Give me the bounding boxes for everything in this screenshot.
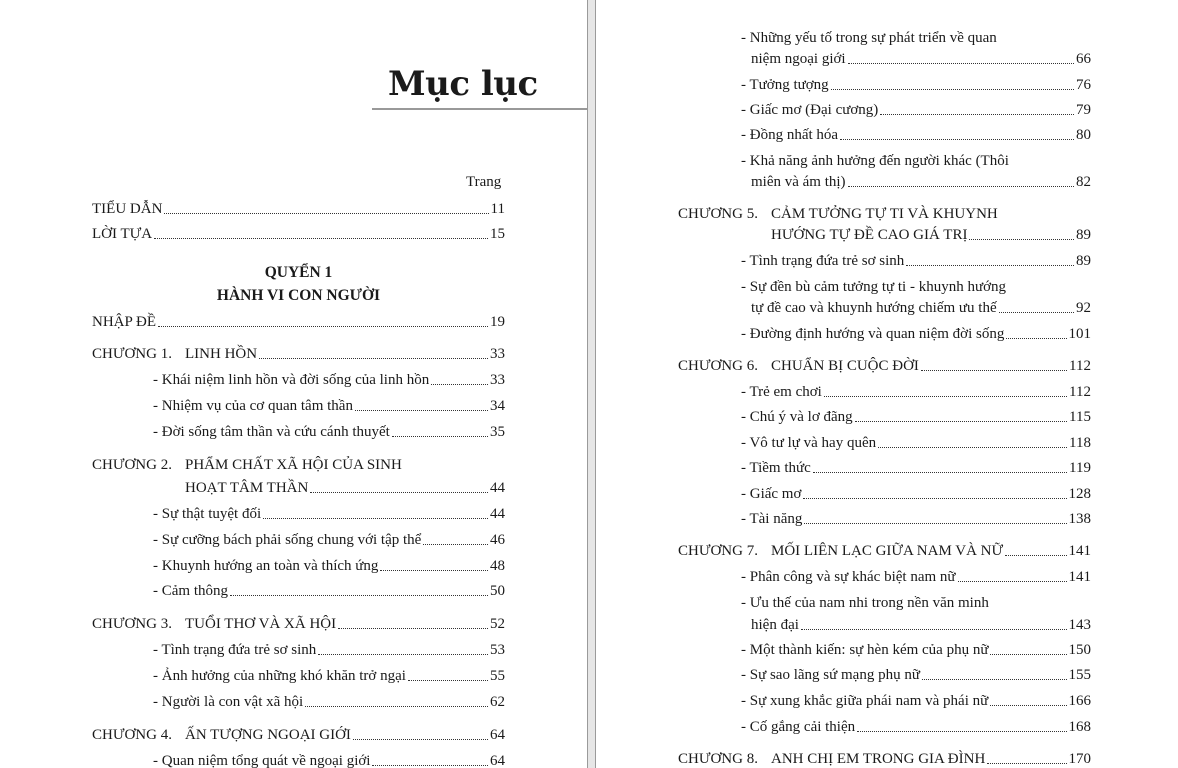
dot-leader: [392, 436, 488, 437]
entry-page-number: 52: [490, 616, 505, 632]
dot-leader: [305, 706, 488, 707]
entry-label: - Quan niệm tổng quát về ngoại giới: [153, 753, 371, 768]
dot-leader: [353, 739, 488, 740]
section-entry[interactable]: [153, 667, 505, 685]
chapter-entry[interactable]: [185, 726, 505, 744]
entry-label: - Tình trạng đứa trẻ sơ sinh: [741, 253, 905, 269]
entry-label: MỐI LIÊN LẠC GIỮA NAM VÀ NỮ: [771, 543, 1004, 559]
dot-leader: [1006, 338, 1066, 339]
dot-leader: [230, 595, 488, 596]
intro-entry[interactable]: [92, 313, 505, 331]
entry-page-number: 66: [1076, 51, 1091, 67]
entry-label: - Tiềm thức: [741, 460, 811, 476]
entry-page-number: 168: [1068, 719, 1091, 735]
title-rule: [372, 108, 587, 110]
dot-leader: [848, 186, 1074, 187]
entry-page-number: 118: [1069, 435, 1091, 451]
entry-label: - Người là con vật xã hội: [153, 694, 304, 710]
entry-label: - Sự sao lãng sứ mạng phụ nữ: [741, 667, 920, 683]
entry-page-number: 115: [1069, 409, 1091, 425]
section-entry[interactable]: [741, 325, 1091, 343]
entry-label: LỜI TỰA: [92, 226, 153, 242]
entry-page-number: 79: [1076, 102, 1091, 118]
chapter-title-line1: CẢM TƯỞNG TỰ TI VÀ KHUYNH: [771, 206, 998, 222]
entry-page-number: 62: [490, 694, 505, 710]
dot-leader: [840, 139, 1074, 140]
entry-page-number: 141: [1068, 543, 1091, 559]
entry-label: - Sự cưỡng bách phải sống chung với tập thể: [153, 532, 422, 548]
chapter-number: CHƯƠNG 5.: [678, 206, 758, 222]
section-entry[interactable]: [741, 718, 1091, 736]
entry-page-number: 170: [1068, 751, 1091, 767]
dot-leader: [338, 628, 488, 629]
entry-label: TUỔI THƠ VÀ XÃ HỘI: [185, 616, 337, 632]
chapter-number: CHƯƠNG 2.: [92, 457, 172, 473]
dot-leader: [803, 498, 1066, 499]
chapter-number: CHƯƠNG 1.: [92, 346, 172, 362]
entry-page-number: 138: [1068, 511, 1091, 527]
dot-leader: [318, 654, 488, 655]
section-entry[interactable]: [751, 616, 1091, 634]
chapter-entry[interactable]: [771, 357, 1091, 375]
dot-leader: [878, 447, 1067, 448]
dot-leader: [431, 384, 488, 385]
dot-leader: [958, 581, 1067, 582]
entry-label: - Khái niệm linh hồn và đời sống của linh hồn: [153, 372, 430, 388]
entry-label: HOẠT TÂM THẦN: [185, 480, 309, 496]
entry-label: - Vô tư lự và hay quên: [741, 435, 877, 451]
section-entry[interactable]: [153, 505, 505, 523]
entry-label: - Cảm thông: [153, 583, 228, 599]
entry-label: miên và ám thị): [751, 174, 846, 190]
entry-label: TIỂU DẪN: [92, 201, 163, 217]
dot-leader: [423, 544, 488, 545]
entry-label: - Tình trạng đứa trẻ sơ sinh: [153, 642, 317, 658]
section-entry[interactable]: [741, 408, 1091, 426]
entry-page-number: 50: [490, 583, 505, 599]
dot-leader: [164, 213, 488, 214]
book-heading: QUYỂN 1: [264, 264, 333, 281]
dot-leader: [380, 570, 488, 571]
entry-page-number: 141: [1068, 569, 1091, 585]
entry-label: - Phân công và sự khác biệt nam nữ: [741, 569, 956, 585]
entry-label: - Nhiệm vụ của cơ quan tâm thần: [153, 398, 353, 414]
entry-label: CHUẨN BỊ CUỘC ĐỜI: [771, 358, 919, 374]
entry-page-number: 35: [490, 424, 505, 440]
entry-page-number: 89: [1076, 253, 1091, 269]
dot-leader: [263, 518, 488, 519]
section-entry[interactable]: [153, 397, 505, 415]
entry-page-number: 11: [490, 201, 505, 217]
entry-page-number: 44: [490, 506, 505, 522]
section-entry-line1: - Khả năng ảnh hưởng đến người khác (Thôi: [741, 153, 1009, 169]
entry-label: - Chú ý và lơ đãng: [741, 409, 853, 425]
entry-page-number: 89: [1076, 227, 1091, 243]
entry-label: - Cố gắng cải thiện: [741, 719, 856, 735]
section-entry[interactable]: [741, 76, 1091, 94]
section-entry[interactable]: [741, 510, 1091, 528]
dot-leader: [857, 731, 1066, 732]
entry-label: hiện đại: [751, 617, 799, 633]
front-entry[interactable]: [92, 225, 505, 243]
entry-page-number: 19: [490, 314, 505, 330]
dot-leader: [801, 629, 1067, 630]
chapter-entry[interactable]: [771, 750, 1091, 768]
entry-label: - Sự thật tuyệt đối: [153, 506, 262, 522]
right-page: [595, 0, 1178, 768]
entry-page-number: 53: [490, 642, 505, 658]
left-page: [0, 0, 588, 768]
chapter-entry[interactable]: [185, 345, 505, 363]
dot-leader: [824, 396, 1067, 397]
dot-leader: [154, 238, 488, 239]
dot-leader: [355, 410, 488, 411]
front-entry[interactable]: [92, 200, 505, 218]
entry-label: - Một thành kiến: sự hèn kém của phụ nữ: [741, 642, 989, 658]
dot-leader: [999, 312, 1074, 313]
entry-label: - Trẻ em chơi: [741, 384, 822, 400]
section-entry-line1: - Sự đền bù cảm tưởng tự ti - khuynh hướng: [741, 279, 1007, 295]
entry-page-number: 112: [1069, 358, 1091, 374]
section-entry[interactable]: [153, 557, 505, 575]
entry-label: NHẬP ĐỀ: [92, 314, 157, 330]
entry-page-number: 143: [1068, 617, 1091, 633]
section-entry[interactable]: [741, 101, 1091, 119]
entry-label: - Đời sống tâm thần và cứu cánh thuyết: [153, 424, 390, 440]
entry-page-number: 112: [1069, 384, 1091, 400]
entry-label: - Tài năng: [741, 511, 803, 527]
dot-leader: [259, 358, 488, 359]
dot-leader: [987, 763, 1066, 764]
section-entry[interactable]: [153, 531, 505, 549]
entry-page-number: 80: [1076, 127, 1091, 143]
dot-leader: [804, 523, 1066, 524]
entry-label: - Đường định hướng và quan niệm đời sống: [741, 326, 1005, 342]
entry-label: tự đề cao và khuynh hướng chiếm ưu thế: [751, 300, 997, 316]
chapter-entry[interactable]: [771, 226, 1091, 244]
dot-leader: [158, 326, 488, 327]
dot-leader: [813, 472, 1067, 473]
dot-leader: [310, 492, 488, 493]
dot-leader: [855, 421, 1067, 422]
dot-leader: [969, 239, 1074, 240]
dot-leader: [990, 705, 1066, 706]
dot-leader: [921, 370, 1067, 371]
section-entry[interactable]: [741, 568, 1091, 586]
section-entry[interactable]: [741, 459, 1091, 477]
entry-page-number: 44: [490, 480, 505, 496]
entry-label: HƯỚNG TỰ ĐỀ CAO GIÁ TRỊ: [771, 227, 968, 243]
entry-page-number: 15: [490, 226, 505, 242]
entry-page-number: 166: [1068, 693, 1091, 709]
chapter-entry[interactable]: [771, 542, 1091, 560]
entry-page-number: 128: [1068, 486, 1091, 502]
section-entry[interactable]: [741, 126, 1091, 144]
entry-page-number: 76: [1076, 77, 1091, 93]
section-entry[interactable]: [153, 752, 505, 768]
entry-page-number: 64: [490, 753, 505, 768]
entry-page-number: 82: [1076, 174, 1091, 190]
entry-page-number: 55: [490, 668, 505, 684]
section-entry-line1: - Những yếu tố trong sự phát triển về quan: [741, 30, 997, 46]
entry-label: ANH CHỊ EM TRONG GIA ĐÌNH: [771, 751, 986, 767]
section-entry[interactable]: [153, 641, 505, 659]
dot-leader: [1005, 555, 1066, 556]
section-entry[interactable]: [153, 693, 505, 711]
dot-leader: [880, 114, 1074, 115]
dot-leader: [922, 679, 1067, 680]
entry-page-number: 150: [1068, 642, 1091, 658]
chapter-number: CHƯƠNG 7.: [678, 543, 758, 559]
entry-label: - Giấc mơ (Đại cương): [741, 102, 879, 118]
dot-leader: [408, 680, 488, 681]
book-subheading: HÀNH VI CON NGƯỜI: [216, 287, 381, 304]
section-entry[interactable]: [751, 299, 1091, 317]
dot-leader: [906, 265, 1074, 266]
dot-leader: [831, 89, 1074, 90]
entry-page-number: 64: [490, 727, 505, 743]
entry-page-number: 101: [1068, 326, 1091, 342]
section-entry[interactable]: [741, 641, 1091, 659]
entry-label: - Tưởng tượng: [741, 77, 829, 93]
entry-page-number: 155: [1068, 667, 1091, 683]
chapter-number: CHƯƠNG 8.: [678, 751, 758, 767]
toc-title: Mục lục: [388, 64, 538, 104]
entry-page-number: 33: [490, 372, 505, 388]
section-entry[interactable]: [741, 252, 1091, 270]
entry-page-number: 46: [490, 532, 505, 548]
entry-page-number: 92: [1076, 300, 1091, 316]
entry-label: - Ảnh hưởng của những khó khăn trở ngại: [153, 668, 406, 684]
section-entry[interactable]: [751, 50, 1091, 68]
entry-label: - Đồng nhất hóa: [741, 127, 839, 143]
entry-label: - Khuynh hướng an toàn và thích ứng: [153, 558, 379, 574]
dot-leader: [990, 654, 1066, 655]
chapter-entry[interactable]: [185, 615, 505, 633]
chapter-number: CHƯƠNG 6.: [678, 358, 758, 374]
entry-label: LINH HỒN: [185, 346, 258, 362]
chapter-entry[interactable]: [185, 479, 505, 497]
section-entry[interactable]: [741, 383, 1091, 401]
entry-page-number: 48: [490, 558, 505, 574]
entry-page-number: 33: [490, 346, 505, 362]
entry-label: niệm ngoại giới: [751, 51, 846, 67]
entry-label: - Giấc mơ: [741, 486, 802, 502]
entry-page-number: 119: [1069, 460, 1091, 476]
entry-label: ẤN TƯỢNG NGOẠI GIỚI: [185, 727, 351, 743]
section-entry[interactable]: [153, 423, 505, 441]
section-entry[interactable]: [153, 371, 505, 389]
entry-page-number: 34: [490, 398, 505, 414]
section-entry[interactable]: [751, 173, 1091, 191]
chapter-number: CHƯƠNG 4.: [92, 727, 172, 743]
section-entry-line1: - Ưu thế của nam nhi trong nền văn minh: [741, 595, 989, 611]
chapter-number: CHƯƠNG 3.: [92, 616, 172, 632]
section-entry[interactable]: [741, 485, 1091, 503]
page-column-label: Trang: [466, 174, 502, 190]
chapter-title-line1: PHẨM CHẤT XÃ HỘI CỦA SINH: [185, 457, 402, 473]
section-entry[interactable]: [741, 666, 1091, 684]
dot-leader: [848, 63, 1074, 64]
section-entry[interactable]: [741, 434, 1091, 452]
dot-leader: [372, 765, 488, 766]
section-entry[interactable]: [153, 582, 505, 600]
section-entry[interactable]: [741, 692, 1091, 710]
entry-label: - Sự xung khắc giữa phái nam và phái nữ: [741, 693, 989, 709]
